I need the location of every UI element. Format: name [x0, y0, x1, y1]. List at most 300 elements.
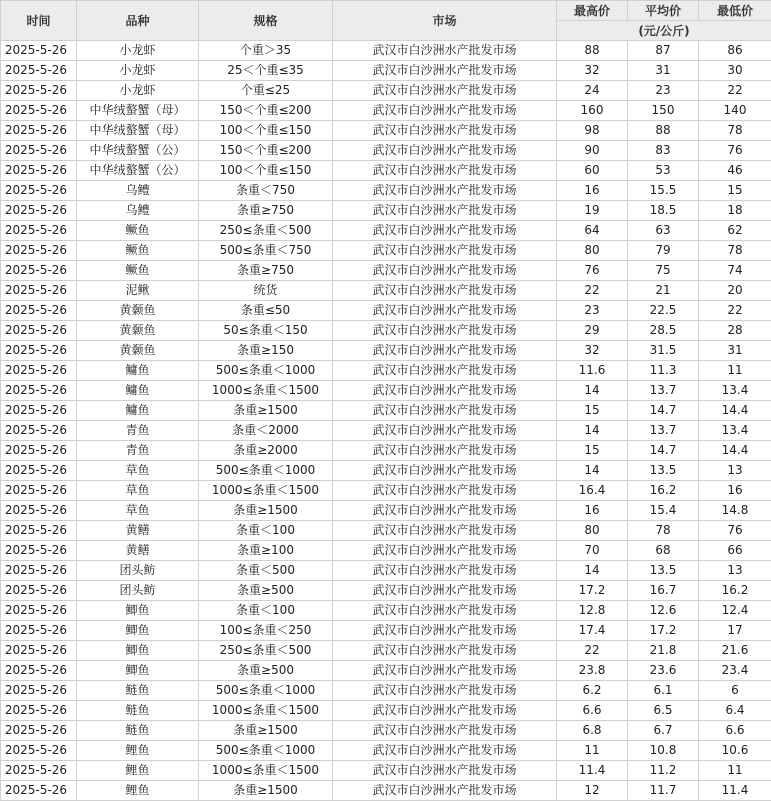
cell-min-price: 12.4 [699, 601, 771, 621]
cell-spec: 条重＜100 [199, 521, 333, 541]
table-row [1, 81, 771, 101]
cell-date: 2025-5-26 [1, 61, 77, 81]
cell-avg-price: 22.5 [628, 301, 699, 321]
cell-market: 武汉市白沙洲水产批发市场 [333, 181, 557, 201]
cell-min-price: 22 [699, 301, 771, 321]
cell-avg-price: 63 [628, 221, 699, 241]
cell-name: 黄颡鱼 [77, 301, 199, 321]
cell-avg-price: 12.6 [628, 601, 699, 621]
cell-market: 武汉市白沙洲水产批发市场 [333, 161, 557, 181]
cell-min-price: 62 [699, 221, 771, 241]
cell-market: 武汉市白沙洲水产批发市场 [333, 501, 557, 521]
cell-max-price: 12 [557, 781, 628, 801]
cell-max-price: 12.8 [557, 601, 628, 621]
cell-name: 泥鳅 [77, 281, 199, 301]
table-body [1, 41, 771, 801]
cell-max-price: 17.2 [557, 581, 628, 601]
cell-name: 草鱼 [77, 501, 199, 521]
table-row [1, 701, 771, 721]
cell-name: 黄颡鱼 [77, 321, 199, 341]
cell-market: 武汉市白沙洲水产批发市场 [333, 121, 557, 141]
cell-market: 武汉市白沙洲水产批发市场 [333, 281, 557, 301]
cell-min-price: 16.2 [699, 581, 771, 601]
cell-date: 2025-5-26 [1, 481, 77, 501]
cell-avg-price: 14.7 [628, 441, 699, 461]
cell-name: 团头鲂 [77, 561, 199, 581]
cell-avg-price: 6.7 [628, 721, 699, 741]
header-avg: 平均价 [628, 1, 699, 21]
header-min: 最低价 [699, 1, 771, 21]
cell-date: 2025-5-26 [1, 181, 77, 201]
cell-name: 乌鳢 [77, 201, 199, 221]
cell-min-price: 21.6 [699, 641, 771, 661]
table-row [1, 281, 771, 301]
cell-spec: 1000≤条重＜1500 [199, 701, 333, 721]
cell-max-price: 32 [557, 61, 628, 81]
cell-min-price: 46 [699, 161, 771, 181]
cell-avg-price: 10.8 [628, 741, 699, 761]
cell-min-price: 10.6 [699, 741, 771, 761]
cell-avg-price: 28.5 [628, 321, 699, 341]
cell-avg-price: 11.7 [628, 781, 699, 801]
cell-min-price: 13 [699, 561, 771, 581]
cell-spec: 统货 [199, 281, 333, 301]
cell-max-price: 24 [557, 81, 628, 101]
cell-date: 2025-5-26 [1, 661, 77, 681]
cell-max-price: 60 [557, 161, 628, 181]
cell-max-price: 22 [557, 641, 628, 661]
table-row [1, 61, 771, 81]
cell-market: 武汉市白沙洲水产批发市场 [333, 401, 557, 421]
cell-max-price: 98 [557, 121, 628, 141]
cell-name: 鳜鱼 [77, 221, 199, 241]
table-row [1, 241, 771, 261]
cell-max-price: 14 [557, 381, 628, 401]
table-row [1, 461, 771, 481]
cell-max-price: 6.8 [557, 721, 628, 741]
cell-date: 2025-5-26 [1, 421, 77, 441]
cell-spec: 条重＜750 [199, 181, 333, 201]
cell-market: 武汉市白沙洲水产批发市场 [333, 421, 557, 441]
cell-max-price: 23.8 [557, 661, 628, 681]
table-row [1, 781, 771, 801]
header-spec: 规格 [199, 1, 333, 41]
cell-spec: 条重≥1500 [199, 501, 333, 521]
cell-max-price: 29 [557, 321, 628, 341]
cell-date: 2025-5-26 [1, 121, 77, 141]
cell-date: 2025-5-26 [1, 541, 77, 561]
cell-market: 武汉市白沙洲水产批发市场 [333, 381, 557, 401]
table-row [1, 41, 771, 61]
cell-spec: 1000≤条重＜1500 [199, 761, 333, 781]
cell-name: 鲤鱼 [77, 781, 199, 801]
table-row [1, 661, 771, 681]
table-row [1, 401, 771, 421]
cell-min-price: 30 [699, 61, 771, 81]
cell-min-price: 18 [699, 201, 771, 221]
cell-name: 鲤鱼 [77, 741, 199, 761]
cell-name: 鳜鱼 [77, 241, 199, 261]
cell-date: 2025-5-26 [1, 581, 77, 601]
cell-spec: 条重＜100 [199, 601, 333, 621]
cell-min-price: 31 [699, 341, 771, 361]
header-market: 市场 [333, 1, 557, 41]
cell-spec: 条重≥1500 [199, 401, 333, 421]
cell-market: 武汉市白沙洲水产批发市场 [333, 661, 557, 681]
cell-date: 2025-5-26 [1, 681, 77, 701]
cell-min-price: 20 [699, 281, 771, 301]
table-row [1, 301, 771, 321]
cell-avg-price: 21 [628, 281, 699, 301]
table-row [1, 721, 771, 741]
table-row [1, 161, 771, 181]
cell-market: 武汉市白沙洲水产批发市场 [333, 721, 557, 741]
cell-max-price: 32 [557, 341, 628, 361]
cell-avg-price: 88 [628, 121, 699, 141]
cell-avg-price: 6.1 [628, 681, 699, 701]
cell-avg-price: 78 [628, 521, 699, 541]
cell-spec: 条重≥150 [199, 341, 333, 361]
cell-spec: 条重≥1500 [199, 721, 333, 741]
cell-market: 武汉市白沙洲水产批发市场 [333, 781, 557, 801]
cell-spec: 1000≤条重＜1500 [199, 481, 333, 501]
cell-name: 鲫鱼 [77, 661, 199, 681]
cell-name: 鲢鱼 [77, 701, 199, 721]
cell-name: 乌鳢 [77, 181, 199, 201]
cell-min-price: 23.4 [699, 661, 771, 681]
cell-market: 武汉市白沙洲水产批发市场 [333, 641, 557, 661]
cell-spec: 条重≥1500 [199, 781, 333, 801]
cell-min-price: 11 [699, 761, 771, 781]
table-row [1, 361, 771, 381]
cell-avg-price: 13.5 [628, 461, 699, 481]
cell-market: 武汉市白沙洲水产批发市场 [333, 521, 557, 541]
cell-spec: 1000≤条重＜1500 [199, 381, 333, 401]
cell-avg-price: 150 [628, 101, 699, 121]
table-row [1, 761, 771, 781]
cell-max-price: 88 [557, 41, 628, 61]
table-row [1, 261, 771, 281]
cell-max-price: 80 [557, 521, 628, 541]
cell-spec: 250≤条重＜500 [199, 641, 333, 661]
cell-avg-price: 31.5 [628, 341, 699, 361]
header-date: 时间 [1, 1, 77, 41]
cell-spec: 500≤条重＜1000 [199, 461, 333, 481]
cell-market: 武汉市白沙洲水产批发市场 [333, 461, 557, 481]
table-row [1, 181, 771, 201]
table-row [1, 681, 771, 701]
cell-avg-price: 83 [628, 141, 699, 161]
cell-name: 鲫鱼 [77, 641, 199, 661]
cell-market: 武汉市白沙洲水产批发市场 [333, 221, 557, 241]
cell-max-price: 64 [557, 221, 628, 241]
cell-min-price: 6.6 [699, 721, 771, 741]
cell-date: 2025-5-26 [1, 781, 77, 801]
cell-date: 2025-5-26 [1, 441, 77, 461]
cell-market: 武汉市白沙洲水产批发市场 [333, 241, 557, 261]
cell-max-price: 11.6 [557, 361, 628, 381]
cell-avg-price: 23 [628, 81, 699, 101]
cell-spec: 250≤条重＜500 [199, 221, 333, 241]
cell-name: 中华绒螯蟹（母） [77, 121, 199, 141]
cell-market: 武汉市白沙洲水产批发市场 [333, 61, 557, 81]
cell-max-price: 6.6 [557, 701, 628, 721]
table-row [1, 121, 771, 141]
cell-name: 中华绒螯蟹（公） [77, 141, 199, 161]
cell-date: 2025-5-26 [1, 101, 77, 121]
table-row [1, 521, 771, 541]
cell-max-price: 11.4 [557, 761, 628, 781]
cell-date: 2025-5-26 [1, 361, 77, 381]
cell-max-price: 90 [557, 141, 628, 161]
cell-market: 武汉市白沙洲水产批发市场 [333, 41, 557, 61]
cell-date: 2025-5-26 [1, 261, 77, 281]
cell-date: 2025-5-26 [1, 521, 77, 541]
cell-avg-price: 13.5 [628, 561, 699, 581]
cell-avg-price: 11.3 [628, 361, 699, 381]
cell-avg-price: 75 [628, 261, 699, 281]
cell-market: 武汉市白沙洲水产批发市场 [333, 541, 557, 561]
cell-min-price: 140 [699, 101, 771, 121]
cell-date: 2025-5-26 [1, 761, 77, 781]
cell-market: 武汉市白沙洲水产批发市场 [333, 581, 557, 601]
cell-market: 武汉市白沙洲水产批发市场 [333, 301, 557, 321]
table-row [1, 141, 771, 161]
cell-min-price: 11 [699, 361, 771, 381]
cell-min-price: 13 [699, 461, 771, 481]
cell-avg-price: 11.2 [628, 761, 699, 781]
cell-min-price: 74 [699, 261, 771, 281]
cell-name: 小龙虾 [77, 81, 199, 101]
cell-spec: 条重≥750 [199, 261, 333, 281]
cell-avg-price: 16.7 [628, 581, 699, 601]
table-row [1, 621, 771, 641]
cell-max-price: 15 [557, 441, 628, 461]
cell-market: 武汉市白沙洲水产批发市场 [333, 441, 557, 461]
cell-name: 草鱼 [77, 461, 199, 481]
cell-max-price: 14 [557, 561, 628, 581]
cell-spec: 条重≥500 [199, 661, 333, 681]
cell-date: 2025-5-26 [1, 501, 77, 521]
table-row [1, 221, 771, 241]
cell-market: 武汉市白沙洲水产批发市场 [333, 561, 557, 581]
cell-max-price: 23 [557, 301, 628, 321]
cell-max-price: 160 [557, 101, 628, 121]
cell-spec: 500≤条重＜1000 [199, 681, 333, 701]
cell-date: 2025-5-26 [1, 641, 77, 661]
table-row [1, 741, 771, 761]
table-row [1, 581, 771, 601]
cell-market: 武汉市白沙洲水产批发市场 [333, 601, 557, 621]
cell-min-price: 76 [699, 141, 771, 161]
cell-name: 黄颡鱼 [77, 341, 199, 361]
cell-market: 武汉市白沙洲水产批发市场 [333, 621, 557, 641]
cell-avg-price: 31 [628, 61, 699, 81]
cell-spec: 150＜个重≤200 [199, 141, 333, 161]
table-row [1, 541, 771, 561]
cell-spec: 条重≤50 [199, 301, 333, 321]
cell-min-price: 16 [699, 481, 771, 501]
cell-avg-price: 16.2 [628, 481, 699, 501]
cell-market: 武汉市白沙洲水产批发市场 [333, 341, 557, 361]
table-header [1, 1, 771, 41]
cell-date: 2025-5-26 [1, 721, 77, 741]
cell-avg-price: 18.5 [628, 201, 699, 221]
table-row [1, 101, 771, 121]
cell-avg-price: 13.7 [628, 381, 699, 401]
cell-date: 2025-5-26 [1, 241, 77, 261]
cell-spec: 个重≤25 [199, 81, 333, 101]
cell-max-price: 76 [557, 261, 628, 281]
cell-max-price: 22 [557, 281, 628, 301]
table-row [1, 421, 771, 441]
cell-min-price: 14.8 [699, 501, 771, 521]
table-row [1, 501, 771, 521]
cell-avg-price: 15.4 [628, 501, 699, 521]
cell-name: 鲫鱼 [77, 601, 199, 621]
cell-max-price: 19 [557, 201, 628, 221]
cell-max-price: 16.4 [557, 481, 628, 501]
cell-avg-price: 87 [628, 41, 699, 61]
cell-date: 2025-5-26 [1, 41, 77, 61]
cell-spec: 500≤条重＜750 [199, 241, 333, 261]
cell-min-price: 22 [699, 81, 771, 101]
cell-market: 武汉市白沙洲水产批发市场 [333, 701, 557, 721]
header-unit: (元/公斤) [557, 21, 771, 41]
cell-market: 武汉市白沙洲水产批发市场 [333, 141, 557, 161]
cell-date: 2025-5-26 [1, 141, 77, 161]
cell-spec: 500≤条重＜1000 [199, 741, 333, 761]
cell-date: 2025-5-26 [1, 281, 77, 301]
header-max: 最高价 [557, 1, 628, 21]
cell-date: 2025-5-26 [1, 701, 77, 721]
cell-date: 2025-5-26 [1, 621, 77, 641]
table-row [1, 601, 771, 621]
cell-avg-price: 68 [628, 541, 699, 561]
cell-date: 2025-5-26 [1, 341, 77, 361]
table-row [1, 481, 771, 501]
cell-max-price: 15 [557, 401, 628, 421]
cell-market: 武汉市白沙洲水产批发市场 [333, 761, 557, 781]
table-row [1, 201, 771, 221]
cell-name: 黄鳝 [77, 541, 199, 561]
cell-max-price: 11 [557, 741, 628, 761]
table-row [1, 561, 771, 581]
cell-min-price: 13.4 [699, 381, 771, 401]
cell-min-price: 78 [699, 121, 771, 141]
cell-date: 2025-5-26 [1, 81, 77, 101]
cell-spec: 条重≥100 [199, 541, 333, 561]
cell-name: 青鱼 [77, 421, 199, 441]
cell-name: 鳙鱼 [77, 381, 199, 401]
cell-avg-price: 53 [628, 161, 699, 181]
cell-spec: 25＜个重≤35 [199, 61, 333, 81]
cell-name: 草鱼 [77, 481, 199, 501]
cell-date: 2025-5-26 [1, 201, 77, 221]
cell-market: 武汉市白沙洲水产批发市场 [333, 201, 557, 221]
table-row [1, 441, 771, 461]
cell-min-price: 78 [699, 241, 771, 261]
cell-name: 团头鲂 [77, 581, 199, 601]
cell-name: 鲤鱼 [77, 761, 199, 781]
cell-date: 2025-5-26 [1, 601, 77, 621]
cell-min-price: 76 [699, 521, 771, 541]
cell-market: 武汉市白沙洲水产批发市场 [333, 81, 557, 101]
table-row [1, 321, 771, 341]
header-name: 品种 [77, 1, 199, 41]
cell-avg-price: 21.8 [628, 641, 699, 661]
cell-name: 鳙鱼 [77, 401, 199, 421]
cell-spec: 个重＞35 [199, 41, 333, 61]
cell-spec: 50≤条重＜150 [199, 321, 333, 341]
cell-date: 2025-5-26 [1, 401, 77, 421]
cell-date: 2025-5-26 [1, 461, 77, 481]
cell-min-price: 28 [699, 321, 771, 341]
cell-min-price: 6.4 [699, 701, 771, 721]
cell-max-price: 80 [557, 241, 628, 261]
cell-spec: 条重＜2000 [199, 421, 333, 441]
cell-market: 武汉市白沙洲水产批发市场 [333, 741, 557, 761]
cell-min-price: 6 [699, 681, 771, 701]
cell-date: 2025-5-26 [1, 381, 77, 401]
cell-market: 武汉市白沙洲水产批发市场 [333, 481, 557, 501]
cell-avg-price: 79 [628, 241, 699, 261]
cell-name: 青鱼 [77, 441, 199, 461]
cell-spec: 150＜个重≤200 [199, 101, 333, 121]
cell-min-price: 14.4 [699, 401, 771, 421]
cell-name: 黄鳝 [77, 521, 199, 541]
cell-spec: 条重≥750 [199, 201, 333, 221]
cell-spec: 条重＜500 [199, 561, 333, 581]
cell-date: 2025-5-26 [1, 741, 77, 761]
cell-min-price: 15 [699, 181, 771, 201]
cell-market: 武汉市白沙洲水产批发市场 [333, 261, 557, 281]
cell-date: 2025-5-26 [1, 321, 77, 341]
cell-spec: 100≤条重＜250 [199, 621, 333, 641]
cell-name: 鳜鱼 [77, 261, 199, 281]
cell-market: 武汉市白沙洲水产批发市场 [333, 361, 557, 381]
cell-avg-price: 23.6 [628, 661, 699, 681]
cell-name: 中华绒螯蟹（母） [77, 101, 199, 121]
cell-market: 武汉市白沙洲水产批发市场 [333, 681, 557, 701]
cell-max-price: 70 [557, 541, 628, 561]
cell-min-price: 86 [699, 41, 771, 61]
cell-avg-price: 17.2 [628, 621, 699, 641]
cell-date: 2025-5-26 [1, 161, 77, 181]
cell-spec: 100＜个重≤150 [199, 121, 333, 141]
cell-spec: 500≤条重＜1000 [199, 361, 333, 381]
cell-spec: 条重≥500 [199, 581, 333, 601]
cell-avg-price: 14.7 [628, 401, 699, 421]
cell-name: 鲫鱼 [77, 621, 199, 641]
cell-min-price: 14.4 [699, 441, 771, 461]
table-row [1, 381, 771, 401]
cell-spec: 100＜个重≤150 [199, 161, 333, 181]
cell-max-price: 14 [557, 421, 628, 441]
cell-name: 小龙虾 [77, 61, 199, 81]
cell-min-price: 66 [699, 541, 771, 561]
cell-name: 鳙鱼 [77, 361, 199, 381]
cell-name: 鲢鱼 [77, 681, 199, 701]
cell-min-price: 11.4 [699, 781, 771, 801]
table-row [1, 641, 771, 661]
cell-date: 2025-5-26 [1, 301, 77, 321]
cell-min-price: 17 [699, 621, 771, 641]
cell-date: 2025-5-26 [1, 561, 77, 581]
cell-max-price: 16 [557, 501, 628, 521]
cell-avg-price: 15.5 [628, 181, 699, 201]
cell-name: 中华绒螯蟹（公） [77, 161, 199, 181]
